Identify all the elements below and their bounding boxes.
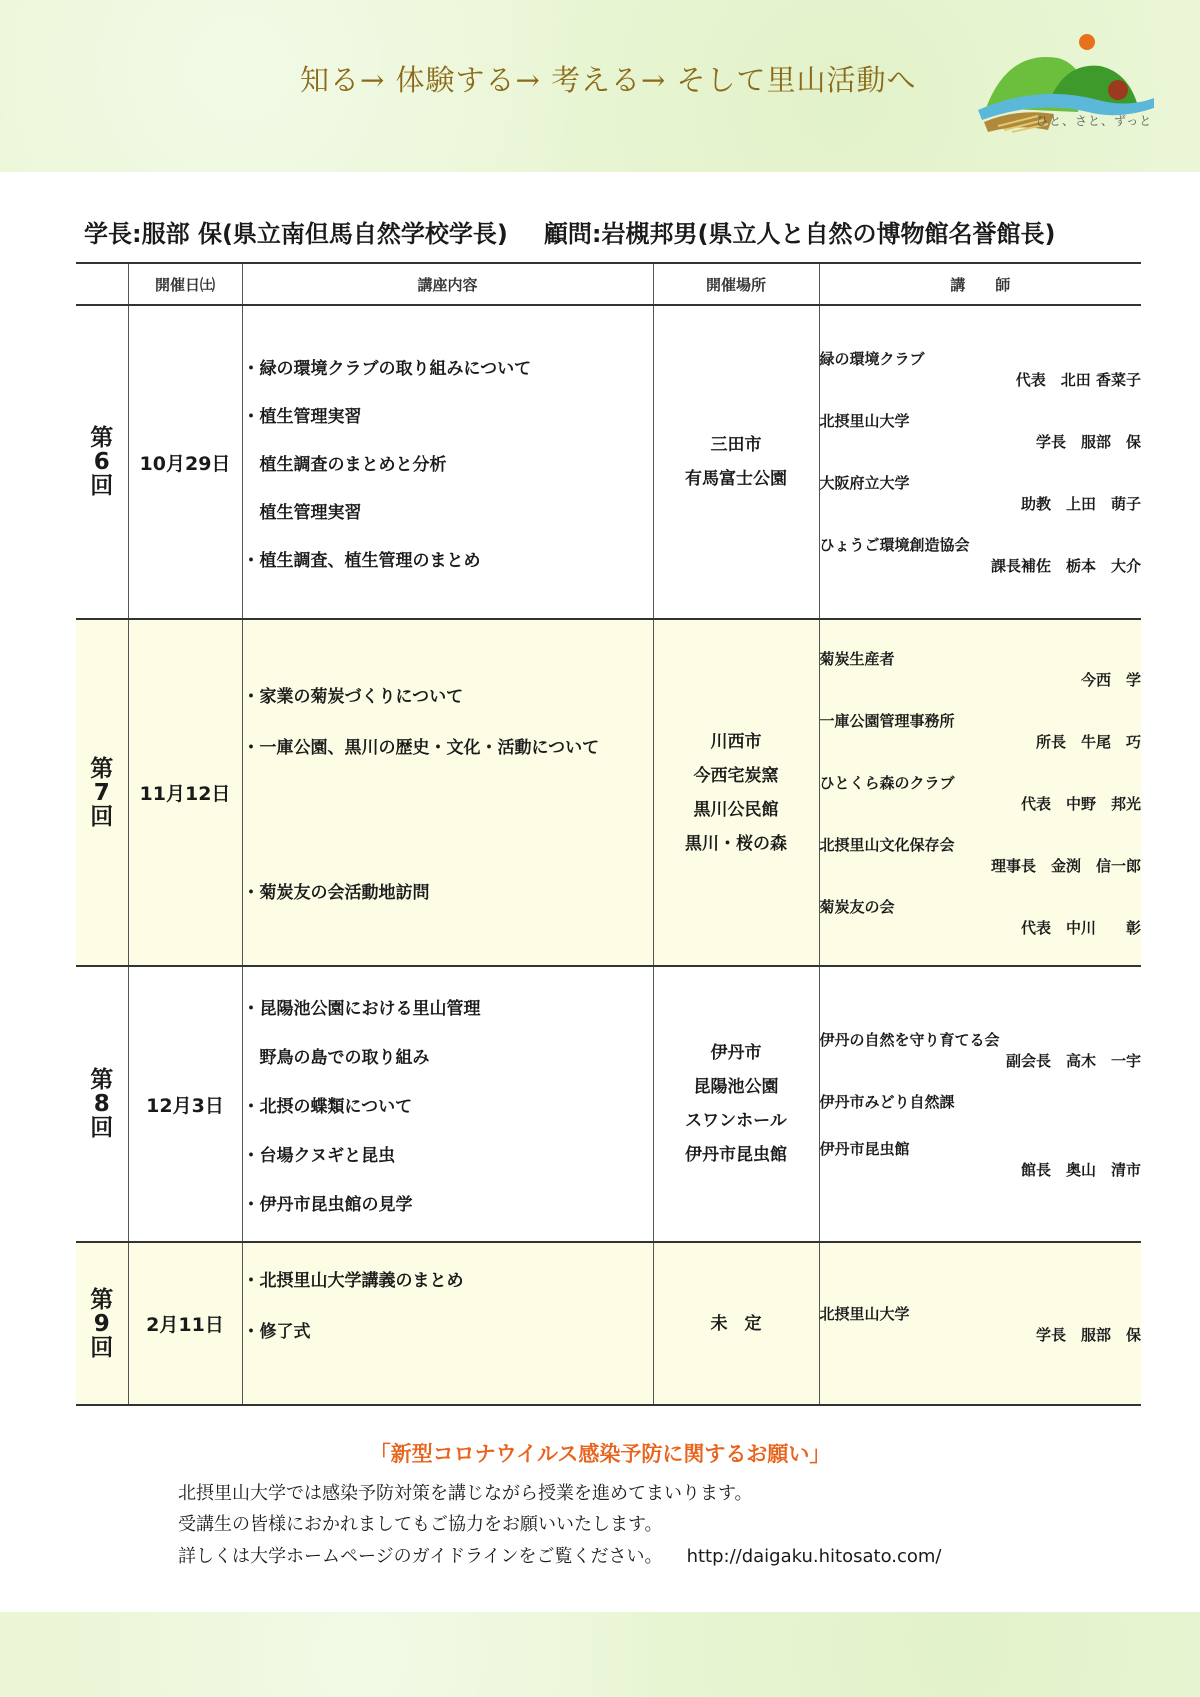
venue-line: 未 定 <box>710 1313 762 1334</box>
topic: ・昆陽池公園における里山管理 <box>242 998 481 1019</box>
date-cell <box>128 619 242 966</box>
lecturer-org: 緑の環境クラブ <box>819 350 925 368</box>
venue-line: 有馬富士公園 <box>685 469 787 489</box>
table-row <box>76 966 1141 1242</box>
venue-line: 三田市 <box>710 435 762 455</box>
date-cell <box>128 305 242 619</box>
session-cell <box>76 966 128 1242</box>
venue-line: 今西宅炭窯 <box>693 765 779 786</box>
advisor-label: 顧問:岩槻邦男(県立人と自然の博物館名誉館長) <box>543 220 1056 248</box>
lecturer-name: 助教 上田 萌子 <box>1020 495 1141 513</box>
guideline-text: 詳しくは大学ホームページのガイドラインをご覧ください。 <box>178 1546 663 1567</box>
lecturer-cell <box>819 1242 1141 1405</box>
lecturer-org: 北摂里山大学 <box>819 1304 910 1323</box>
venue-line: 黒川・桜の森 <box>685 833 787 854</box>
session-number: 第6回 <box>90 425 114 499</box>
topic: ・台場クヌギと昆虫 <box>242 1145 396 1166</box>
venue-line: 黒川公民館 <box>693 799 779 820</box>
content-cell <box>242 619 653 966</box>
venue-cell <box>653 966 819 1242</box>
homepage-link[interactable]: http://daigaku.hitosato.com/ <box>686 1546 942 1567</box>
lecturer-org: 北摂里山大学 <box>819 412 910 430</box>
topic: ・家業の菊炭づくりについて <box>242 687 464 707</box>
venue-cell <box>653 305 819 619</box>
lecturer-name: 今西 学 <box>1080 670 1141 689</box>
header-tagline: 知る→ 体験する→ 考える→ そして里山活動へ <box>300 63 917 97</box>
table-row <box>76 305 1141 619</box>
lecturer-name: 学長 服部 保 <box>1035 1325 1141 1344</box>
date-cell <box>128 1242 242 1405</box>
topic: ・伊丹市昆虫館の見学 <box>242 1194 413 1215</box>
lecturer-org: ひょうご環境創造協会 <box>819 536 970 554</box>
lecturer-org: 北摂里山文化保存会 <box>819 835 955 854</box>
lecturer-org: 大阪府立大学 <box>819 474 910 492</box>
lecturer-org: ひとくら森のクラブ <box>819 773 955 792</box>
topic: ・植生管理実習 <box>242 406 362 427</box>
topic: 植生管理実習 <box>242 502 362 523</box>
venue-cell <box>653 1242 819 1405</box>
officers-line <box>84 214 1144 249</box>
table-row <box>76 1242 1141 1405</box>
session-date: 12月3日 <box>146 1094 224 1117</box>
venue-line: スワンホール <box>685 1111 787 1131</box>
lecturer-name: 理事長 金渕 信一郎 <box>990 856 1141 875</box>
session-date: 11月12日 <box>139 783 231 805</box>
topic: 植生調査のまとめと分析 <box>242 454 447 475</box>
table-row <box>76 619 1141 966</box>
topic: ・緑の環境クラブの取り組みについて <box>242 358 532 379</box>
session-number: 第9回 <box>90 1286 114 1361</box>
lecturer-name: 課長補佐 栃本 大介 <box>990 557 1141 575</box>
lecturer-cell <box>819 966 1141 1242</box>
lecturer-org: 菊炭友の会 <box>819 897 895 916</box>
lecturer-name: 所長 牛尾 巧 <box>1035 732 1141 751</box>
lecturer-name: 代表 中野 邦光 <box>1020 794 1141 813</box>
topic: 野鳥の島での取り組み <box>242 1047 430 1068</box>
notice-title: 「新型コロナウイルス感染予防に関するお願い」 <box>369 1442 831 1466</box>
venue-line: 伊丹市 <box>710 1043 762 1063</box>
topic: ・植生調査、植生管理のまとめ <box>242 550 481 571</box>
lecturer-cell <box>819 305 1141 619</box>
venue-cell <box>653 619 819 966</box>
lecturer-name: 館長 奥山 清市 <box>1020 1160 1141 1179</box>
venue-line: 伊丹市昆虫館 <box>685 1145 787 1165</box>
header-lecturer: 講 師 <box>819 263 1141 305</box>
header-content: 講座内容 <box>242 263 653 305</box>
lecturer-name: 副会長 高木 一宇 <box>1005 1051 1141 1070</box>
session-cell <box>76 305 128 619</box>
topic: ・一庫公園、黒川の歴史・文化・活動について <box>242 738 600 758</box>
lecturer-name: 代表 北田 香菜子 <box>1015 371 1141 389</box>
schedule-table <box>76 262 1141 1406</box>
venue-line: 昆陽池公園 <box>693 1077 779 1097</box>
lecturer-org: 伊丹市みどり自然課 <box>819 1092 955 1111</box>
topic: ・北摂の蝶類について <box>242 1096 413 1117</box>
venue-line: 川西市 <box>710 731 762 752</box>
session-date: 2月11日 <box>146 1314 224 1336</box>
content-cell <box>242 1242 653 1405</box>
session-number: 第8回 <box>90 1067 114 1141</box>
president-label: 学長:服部 保(県立南但馬自然学校学長) <box>84 220 508 248</box>
session-date: 10月29日 <box>139 452 231 475</box>
logo-slogan: ひと、さと、ずっと <box>1036 114 1153 128</box>
lecturer-name: 学長 服部 保 <box>1035 433 1141 451</box>
topic: ・菊炭友の会活動地訪問 <box>242 883 430 903</box>
footer-band <box>0 1612 1200 1697</box>
session-cell <box>76 619 128 966</box>
table-header-row <box>76 263 1141 305</box>
notice-line-2: 受講生の皆様におかれましてもご協力をお願いいたします。 <box>178 1514 663 1535</box>
date-cell <box>128 966 242 1242</box>
notice-line-3 <box>178 1542 942 1568</box>
topic: ・修了式 <box>242 1321 311 1342</box>
session-cell <box>76 1242 128 1405</box>
header-date: 開催日㈯ <box>128 263 242 305</box>
lecturer-org: 一庫公園管理事務所 <box>819 711 955 730</box>
topic: ・北摂里山大学講義のまとめ <box>242 1270 464 1291</box>
content-cell <box>242 966 653 1242</box>
content-cell <box>242 305 653 619</box>
notice-line-1: 北摂里山大学では感染予防対策を講じながら授業を進めてまいります。 <box>178 1483 753 1504</box>
session-number: 第7回 <box>90 755 114 830</box>
lecturer-org: 伊丹の自然を守り育てる会 <box>819 1030 1000 1049</box>
lecturer-org: 菊炭生産者 <box>819 649 895 668</box>
header-session <box>76 263 128 305</box>
lecturer-name: 代表 中川 彰 <box>1020 918 1141 937</box>
lecturer-org: 伊丹市昆虫館 <box>819 1139 910 1158</box>
lecturer-cell <box>819 619 1141 966</box>
header-venue: 開催場所 <box>653 263 819 305</box>
